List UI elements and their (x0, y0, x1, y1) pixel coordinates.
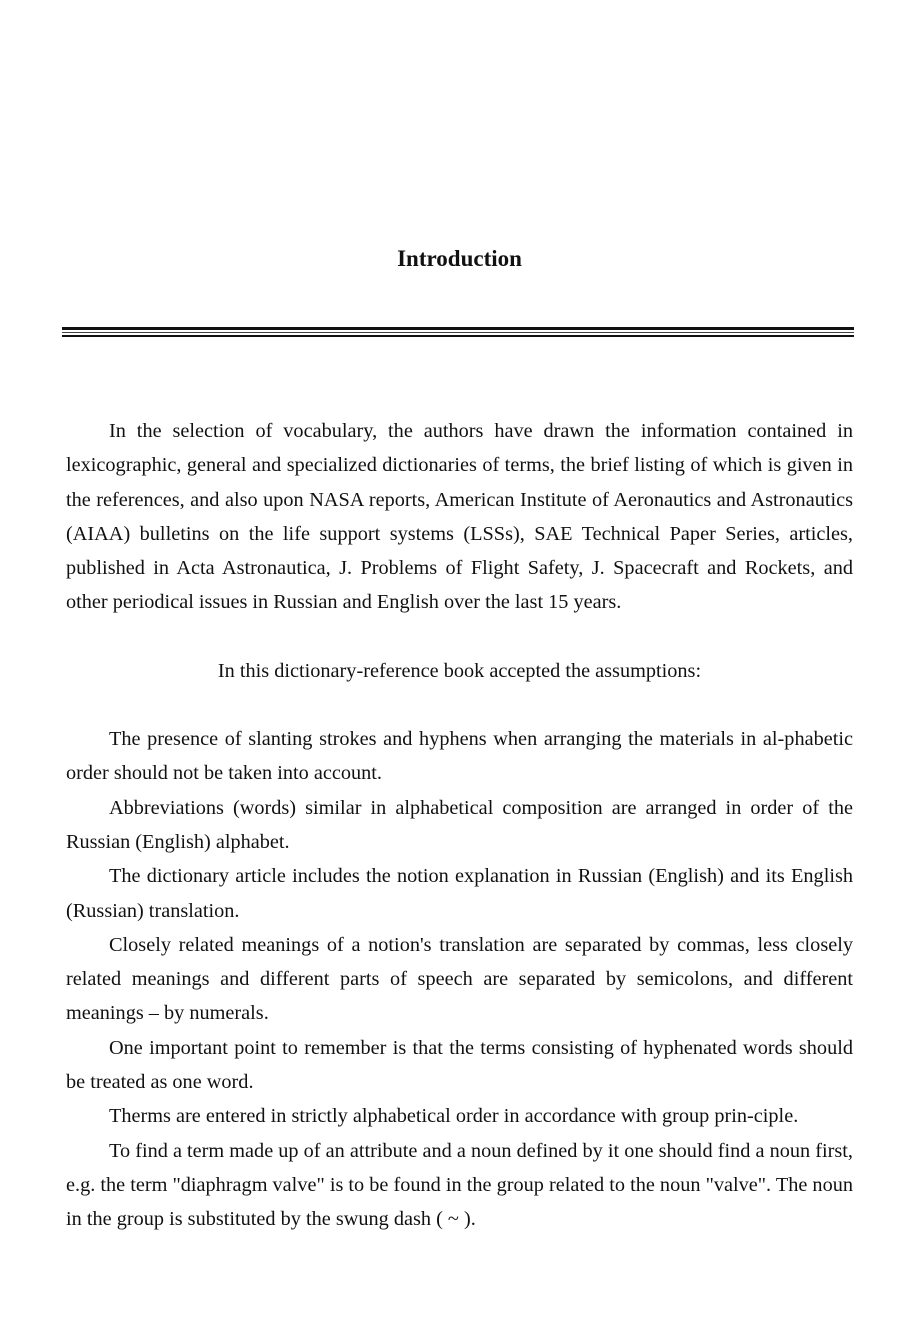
paragraph-alphabetical-order: Therms are entered in strictly alphabetical order in accordance with group prin-ciple. (109, 1105, 799, 1128)
paragraph-find-term: To find a term made up of an attribute and a noun defined by it one should find a noun first, e.g. the term "diaphragm valve" is to be found in the group related to the noun "valve". The noun in the group is substituted by the swung dash ( ~ ). (66, 1139, 853, 1231)
body-text (66, 414, 853, 1237)
paragraph-meanings: Closely related meanings of a notion's translation are separated by commas, less closely related meanings and different parts of speech are separated by semicolons, and different meanings – by numerals. (66, 933, 853, 1025)
divider-line-top (62, 327, 854, 330)
paragraph-dictionary-article: The dictionary article includes the notion explanation in Russian (English) and its English (Russian) translation. (66, 865, 853, 922)
paragraph-slanting-strokes: The presence of slanting strokes and hyphens when arranging the materials in al-phabetic order should not be taken into account. (66, 728, 853, 785)
intro-paragraph: In the selection of vocabulary, the authors have drawn the information contained in lexicographic, general and specialized dictionaries of terms, the brief listing of which is given in the references, and also upon NASA reports, American Institute of Aeronautics and Astronautics (AIAA) bulletins on the life support systems (LSSs), SAE Technical Paper Series, articles, published in Acta Astronautica, J. Problems of Flight Safety, J. Spacecraft and Rockets, and other periodical issues in Russian and English over the last 15 years. (66, 420, 853, 614)
divider-line-bottom (62, 335, 854, 337)
paragraph-abbreviations: Abbreviations (words) similar in alphabetical composition are arranged in order of the Russian (English) alphabet. (66, 796, 853, 853)
divider-line-middle (62, 332, 854, 333)
heading-divider (62, 327, 854, 338)
page-title: Introduction (397, 246, 522, 271)
assumptions-heading: In this dictionary-reference book accepted the assumptions: (217, 659, 702, 682)
paragraph-hyphenated-words: One important point to remember is that the terms consisting of hyphenated words should be treated as one word. (66, 1036, 853, 1094)
